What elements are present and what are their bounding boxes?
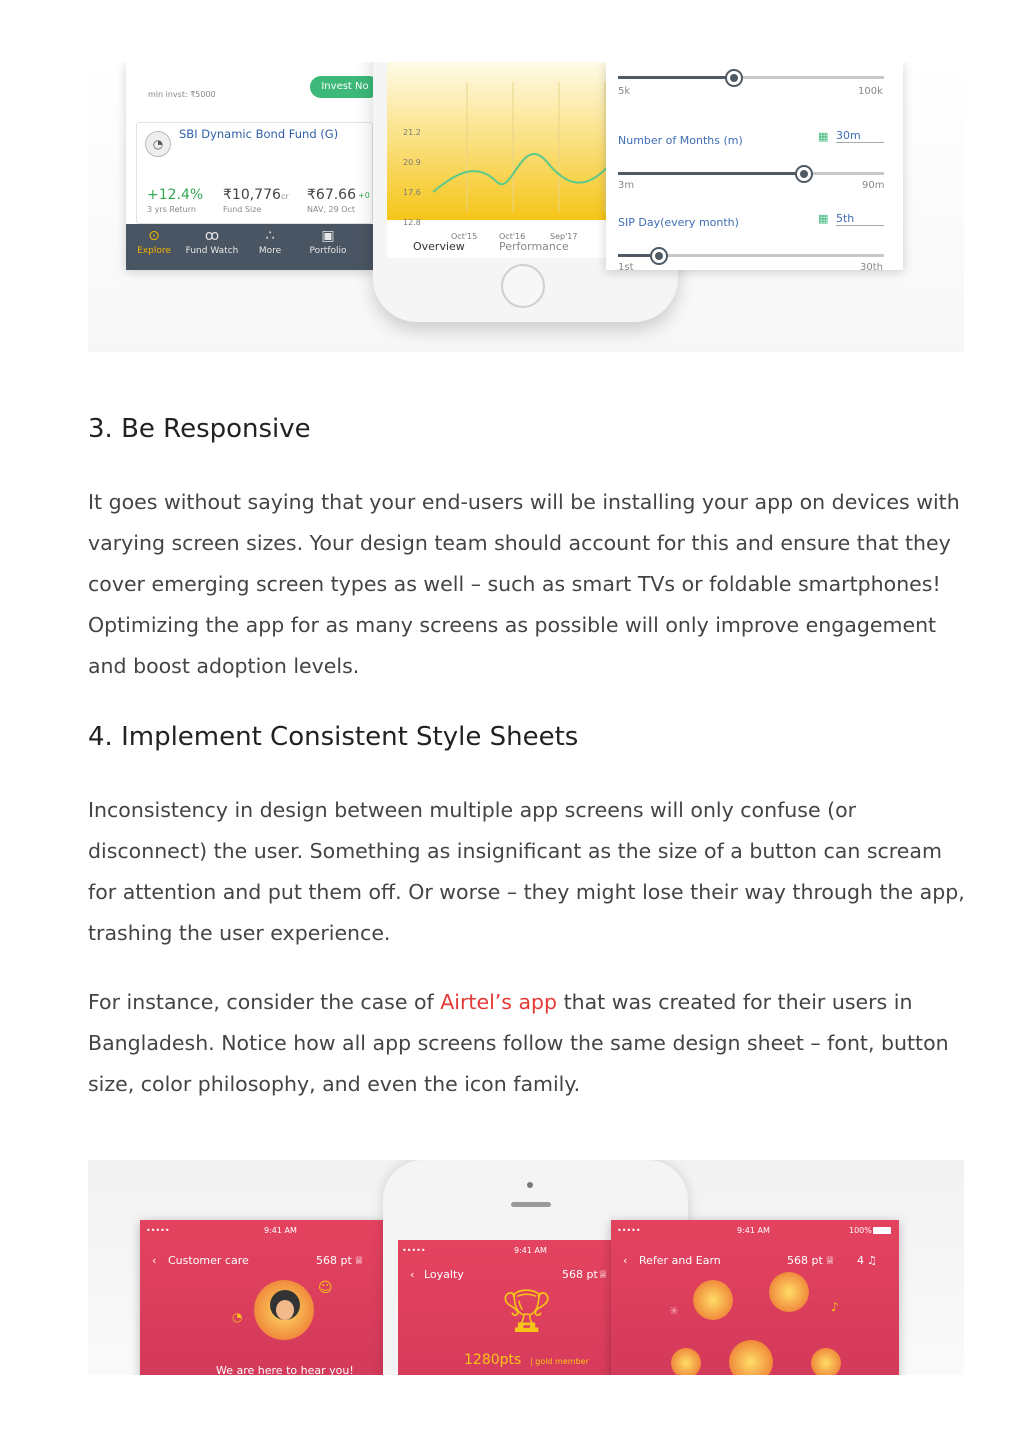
min-invest-text: min invst: ₹5000	[148, 90, 216, 99]
paragraph-airtel-example: For instance, consider the case of Airtel’s app that was created for their users in Bangladesh. Notice how all app screens follow the same design sheet – font, button size, color philosophy, and even the icon family.	[88, 990, 949, 1096]
slider3-min: 1st	[618, 262, 634, 273]
sparkle-icon: ✳	[669, 1304, 680, 1318]
months-slider-knob[interactable]	[795, 165, 813, 183]
friend-avatar-icon	[769, 1272, 809, 1312]
section-heading-consistent-style-sheets: 4. Implement Consistent Style Sheets	[88, 722, 579, 752]
nav-item-more[interactable]: ∴ More	[242, 228, 298, 256]
months-value[interactable]: 30m	[836, 129, 884, 143]
x-tick: Oct'16	[499, 232, 526, 241]
fund-list-screen	[126, 62, 376, 270]
more-dots-icon: ∴	[265, 228, 275, 244]
nav-item-portfolio[interactable]: ▣ Portfolio	[300, 228, 356, 256]
screen-title: Customer care	[168, 1254, 249, 1267]
y-tick: 21.2	[403, 128, 421, 137]
airtel-app-link[interactable]: Airtel’s app	[440, 990, 558, 1014]
slider1-min: 5k	[618, 86, 631, 97]
battery-icon	[873, 1227, 891, 1234]
paragraph-consistency: Inconsistency in design between multiple app screens will only confuse (or disconnect) the user. Something as insignificant as the size of a button can scream for attention and put them off. Or worse – they might lose their way through the app, trashing the user experience.	[88, 798, 965, 945]
bottom-navigation-bar	[126, 224, 376, 270]
screen-title: Refer and Earn	[639, 1254, 721, 1267]
points-badge: 568 pt	[316, 1254, 352, 1267]
nav-value: ₹67.66	[307, 187, 356, 203]
care-caption: We are here to hear you!	[216, 1364, 354, 1375]
trophy-icon: ♕	[598, 1268, 608, 1281]
points-badge: 568 pt	[562, 1268, 598, 1281]
chat-bubble-icon: ☺	[318, 1280, 333, 1296]
gold-trophy-icon: 🏆︎	[500, 1286, 554, 1335]
airtel-app-mockup-image	[88, 1160, 964, 1375]
friend-avatar-icon	[671, 1348, 701, 1375]
sip-calculator-screen	[606, 62, 903, 273]
loyalty-screen: ••••• 9:41 AM ‹ Loyalty 568 pt ♕ 🏆︎ 1280pts | gold member	[398, 1240, 673, 1375]
back-chevron-icon[interactable]: ‹	[152, 1254, 157, 1267]
trophy-icon: ♕	[825, 1254, 835, 1267]
calendar-icon: ▦	[818, 130, 829, 143]
bell-icon[interactable]: ♫	[867, 1254, 877, 1267]
slider3-max: 30th	[860, 262, 883, 273]
months-label: Number of Months (m)	[618, 134, 743, 147]
customer-care-screen: ••••• 9:41 AM ‹ Customer care 568 pt ♕ ☺ ◔ We are here to hear you!	[140, 1220, 388, 1375]
x-tick: Sep'17	[550, 232, 578, 241]
y-tick: 20.9	[403, 158, 421, 167]
y-tick: 17.6	[403, 188, 421, 197]
return-label: 3 yrs Return	[147, 205, 196, 214]
fund-size-value: ₹10,776	[223, 187, 281, 203]
trophy-icon: ♕	[354, 1254, 364, 1267]
fund-name: SBI Dynamic Bond Fund (G)	[179, 127, 339, 141]
explore-icon: ⊙	[148, 228, 160, 244]
chat-bubble-icon: ◔	[232, 1310, 243, 1324]
back-chevron-icon[interactable]: ‹	[410, 1268, 415, 1281]
nav-item-explore[interactable]: ⊙ Explore	[126, 228, 182, 256]
user-avatar-icon	[729, 1340, 773, 1375]
back-chevron-icon[interactable]: ‹	[623, 1254, 628, 1267]
slider2-min: 3m	[618, 180, 635, 191]
return-value: +12.4%	[147, 187, 204, 203]
briefcase-icon: ▣	[321, 228, 335, 244]
invest-now-button[interactable]: Invest No	[310, 76, 380, 98]
y-tick: 12.8	[403, 218, 421, 227]
slider1-max: 100k	[858, 86, 883, 97]
refer-and-earn-screen: ••••• 9:41 AM 100% ‹ Refer and Earn 568 pt ♕ 4 ♫ ✳ ♪	[611, 1220, 899, 1375]
calendar-icon: ▦	[818, 212, 829, 225]
section-heading-be-responsive: 3. Be Responsive	[88, 414, 311, 444]
friend-avatar-icon	[811, 1348, 841, 1375]
home-button	[501, 264, 545, 308]
top-app-mockup-image	[88, 62, 964, 352]
sparkle-icon: ♪	[831, 1300, 839, 1314]
tab-overview[interactable]: Overview	[413, 240, 465, 253]
nav-change: +0	[358, 191, 370, 200]
sip-day-value[interactable]: 5th	[836, 212, 884, 226]
friend-avatar-icon	[693, 1280, 733, 1320]
fund-size-unit: cr	[281, 192, 289, 201]
nav-label: NAV, 29 Oct	[307, 205, 356, 214]
notification-count: 4	[857, 1254, 864, 1267]
screen-title: Loyalty	[424, 1268, 464, 1281]
paragraph-responsive: It goes without saying that your end-users will be installing your app on devices with varying screen sizes. Your design team should account for this and ensure that they cover emerging screen types as well – such as smart TVs or foldable smartphones! Optimizing the app for as many screens as possible will only improve engagement and boost adoption levels.	[88, 490, 960, 678]
sip-day-slider-knob[interactable]	[650, 247, 668, 265]
loyalty-points: 1280pts	[464, 1352, 522, 1368]
fund-size-label: Fund Size	[223, 205, 262, 214]
fund-card[interactable]	[136, 122, 373, 224]
points-badge: 568 pt	[787, 1254, 823, 1267]
x-tick: Oct'15	[451, 232, 478, 241]
member-tier: | gold member	[530, 1357, 589, 1366]
slider2-max: 90m	[862, 180, 885, 191]
tab-performance[interactable]: Performance	[499, 240, 569, 253]
binoculars-icon: ꝏ	[204, 228, 220, 244]
sip-day-label: SIP Day(every month)	[618, 216, 739, 229]
amount-slider-knob[interactable]	[725, 69, 743, 87]
nav-item-fund-watch[interactable]: ꝏ Fund Watch	[185, 228, 239, 256]
fund-logo-icon: ◔	[145, 131, 171, 157]
